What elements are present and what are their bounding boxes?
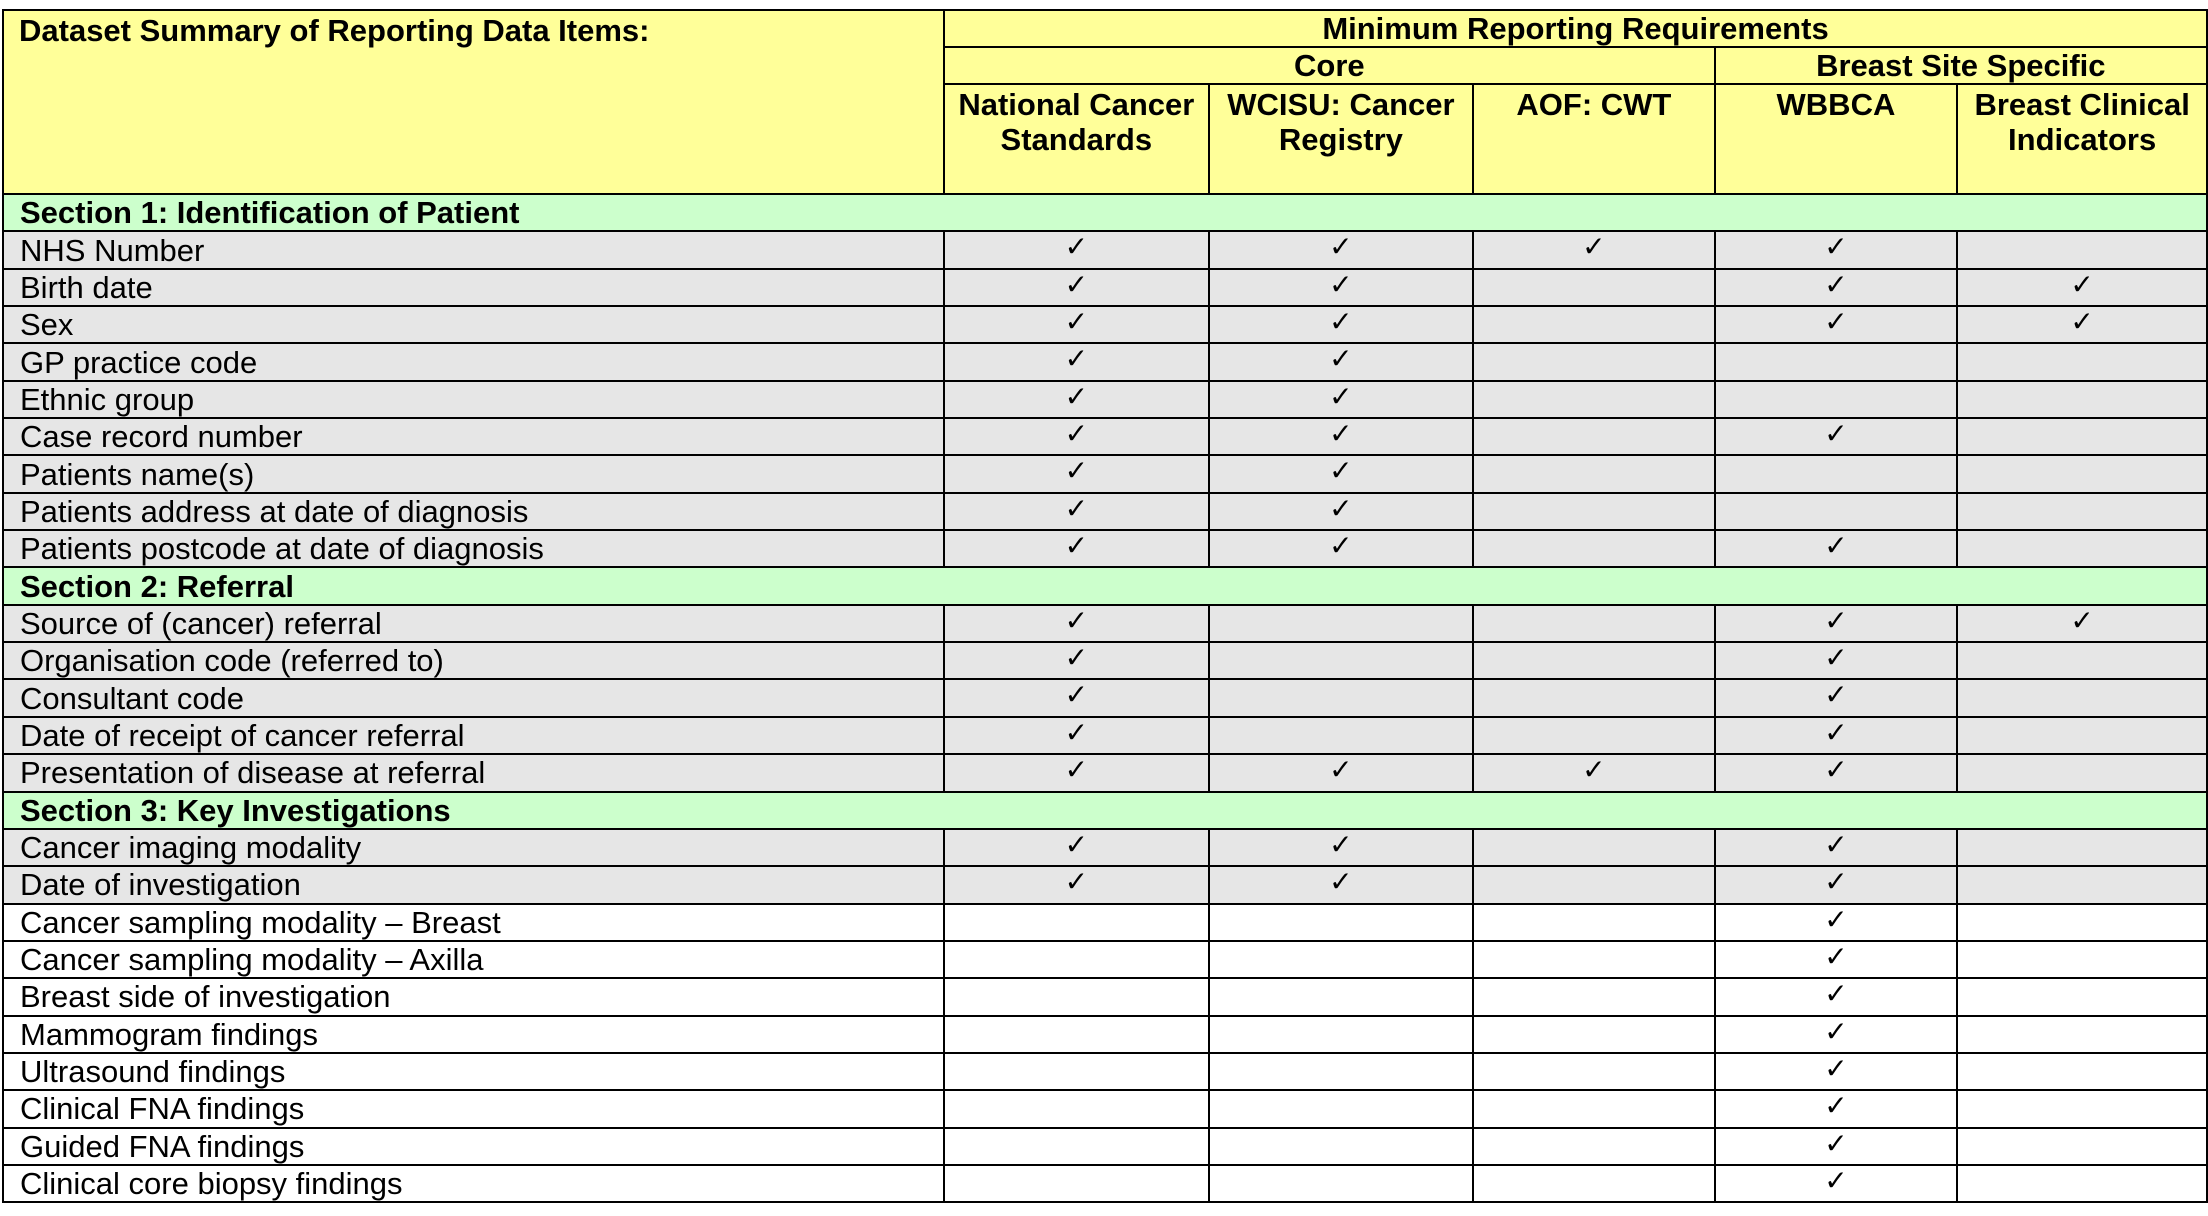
check-mark-icon: ✓ xyxy=(1209,493,1474,530)
check-mark-icon: ✓ xyxy=(944,605,1209,642)
empty-cell xyxy=(1209,1128,1474,1165)
check-mark-icon: ✓ xyxy=(1715,941,1958,978)
empty-cell xyxy=(1473,455,1714,492)
table-row xyxy=(3,455,2207,492)
empty-cell xyxy=(1473,530,1714,567)
section-row xyxy=(3,194,2207,231)
check-mark-icon: ✓ xyxy=(944,306,1209,343)
check-mark-icon: ✓ xyxy=(1715,679,1958,716)
empty-cell xyxy=(1957,978,2207,1015)
empty-cell xyxy=(1957,455,2207,492)
table-row xyxy=(3,642,2207,679)
section-title: Section 2: Referral xyxy=(3,567,2207,604)
empty-cell xyxy=(1957,829,2207,866)
check-mark-icon: ✓ xyxy=(944,231,1209,268)
empty-cell xyxy=(1957,904,2207,941)
check-mark-icon: ✓ xyxy=(1715,754,1958,791)
check-mark-icon: ✓ xyxy=(1715,1165,1958,1202)
empty-cell xyxy=(944,1016,1209,1053)
check-mark-icon: ✓ xyxy=(1715,978,1958,1015)
table-row xyxy=(3,381,2207,418)
check-mark-icon: ✓ xyxy=(1715,231,1958,268)
table-row xyxy=(3,269,2207,306)
check-mark-icon: ✓ xyxy=(944,269,1209,306)
empty-cell xyxy=(1209,717,1474,754)
data-item-label: Birth date xyxy=(3,269,944,306)
check-mark-icon: ✓ xyxy=(1715,1016,1958,1053)
data-item-label: Cancer sampling modality – Breast xyxy=(3,904,944,941)
check-mark-icon: ✓ xyxy=(1209,381,1474,418)
empty-cell xyxy=(1473,642,1714,679)
empty-cell xyxy=(1473,904,1714,941)
check-mark-icon: ✓ xyxy=(1957,306,2207,343)
table-row xyxy=(3,866,2207,903)
check-mark-icon: ✓ xyxy=(944,829,1209,866)
empty-cell xyxy=(1209,1053,1474,1090)
check-mark-icon: ✓ xyxy=(1715,1053,1958,1090)
empty-cell xyxy=(1209,904,1474,941)
table-row xyxy=(3,530,2207,567)
check-mark-icon: ✓ xyxy=(1209,418,1474,455)
empty-cell xyxy=(1957,1128,2207,1165)
data-item-label: Cancer sampling modality – Axilla xyxy=(3,941,944,978)
check-mark-icon: ✓ xyxy=(1957,605,2207,642)
empty-cell xyxy=(1957,418,2207,455)
check-mark-icon: ✓ xyxy=(1715,269,1958,306)
empty-cell xyxy=(1957,754,2207,791)
empty-cell xyxy=(1715,455,1958,492)
empty-cell xyxy=(1473,1090,1714,1127)
data-item-label: Ultrasound findings xyxy=(3,1053,944,1090)
empty-cell xyxy=(1209,978,1474,1015)
empty-cell xyxy=(1473,978,1714,1015)
data-item-label: GP practice code xyxy=(3,343,944,380)
check-mark-icon: ✓ xyxy=(1715,418,1958,455)
check-mark-icon: ✓ xyxy=(944,679,1209,716)
check-mark-icon: ✓ xyxy=(1715,530,1958,567)
empty-cell xyxy=(1209,605,1474,642)
check-mark-icon: ✓ xyxy=(1715,904,1958,941)
check-mark-icon: ✓ xyxy=(1209,455,1474,492)
table-body xyxy=(3,194,2207,1202)
table-row xyxy=(3,1090,2207,1127)
empty-cell xyxy=(1473,381,1714,418)
check-mark-icon: ✓ xyxy=(1209,343,1474,380)
check-mark-icon: ✓ xyxy=(944,530,1209,567)
report-container xyxy=(2,9,2208,1203)
empty-cell xyxy=(1957,1165,2207,1202)
empty-cell xyxy=(1209,1165,1474,1202)
check-mark-icon: ✓ xyxy=(1209,754,1474,791)
empty-cell xyxy=(1957,1053,2207,1090)
table-row xyxy=(3,978,2207,1015)
check-mark-icon: ✓ xyxy=(1715,829,1958,866)
table-row xyxy=(3,1016,2207,1053)
check-mark-icon: ✓ xyxy=(1715,642,1958,679)
data-item-label: Patients address at date of diagnosis xyxy=(3,493,944,530)
table-row xyxy=(3,941,2207,978)
empty-cell xyxy=(1957,717,2207,754)
empty-cell xyxy=(944,1128,1209,1165)
data-item-label: Date of receipt of cancer referral xyxy=(3,717,944,754)
empty-cell xyxy=(1473,306,1714,343)
table-title: Dataset Summary of Reporting Data Items: xyxy=(3,10,944,194)
empty-cell xyxy=(944,941,1209,978)
empty-cell xyxy=(1473,679,1714,716)
empty-cell xyxy=(1957,1016,2207,1053)
empty-cell xyxy=(1957,941,2207,978)
data-item-label: Guided FNA findings xyxy=(3,1128,944,1165)
empty-cell xyxy=(1473,1053,1714,1090)
empty-cell xyxy=(1957,866,2207,903)
check-mark-icon: ✓ xyxy=(1209,530,1474,567)
empty-cell xyxy=(1473,418,1714,455)
check-mark-icon: ✓ xyxy=(1209,231,1474,268)
data-item-label: Sex xyxy=(3,306,944,343)
check-mark-icon: ✓ xyxy=(944,343,1209,380)
section-title: Section 3: Key Investigations xyxy=(3,792,2207,829)
section-row xyxy=(3,792,2207,829)
check-mark-icon: ✓ xyxy=(944,642,1209,679)
empty-cell xyxy=(944,978,1209,1015)
data-item-label: Patients postcode at date of diagnosis xyxy=(3,530,944,567)
empty-cell xyxy=(1957,381,2207,418)
empty-cell xyxy=(1957,679,2207,716)
table-row xyxy=(3,343,2207,380)
check-mark-icon: ✓ xyxy=(1715,1090,1958,1127)
empty-cell xyxy=(1209,941,1474,978)
check-mark-icon: ✓ xyxy=(944,418,1209,455)
check-mark-icon: ✓ xyxy=(1715,605,1958,642)
empty-cell xyxy=(1209,1016,1474,1053)
check-mark-icon: ✓ xyxy=(1715,1128,1958,1165)
data-item-label: Presentation of disease at referral xyxy=(3,754,944,791)
table-row xyxy=(3,1165,2207,1202)
check-mark-icon: ✓ xyxy=(944,754,1209,791)
check-mark-icon: ✓ xyxy=(944,717,1209,754)
empty-cell xyxy=(1957,1090,2207,1127)
check-mark-icon: ✓ xyxy=(944,381,1209,418)
empty-cell xyxy=(1473,829,1714,866)
empty-cell xyxy=(1715,493,1958,530)
section-row xyxy=(3,567,2207,604)
empty-cell xyxy=(944,904,1209,941)
column-header-aof-cwt: AOF: CWT xyxy=(1473,84,1714,194)
check-mark-icon: ✓ xyxy=(1209,306,1474,343)
table-row xyxy=(3,1128,2207,1165)
empty-cell xyxy=(944,1090,1209,1127)
data-item-label: Case record number xyxy=(3,418,944,455)
table-row xyxy=(3,679,2207,716)
column-header-breast-clinical-indicators: Breast Clinical Indicators xyxy=(1957,84,2207,194)
check-mark-icon: ✓ xyxy=(1209,269,1474,306)
empty-cell xyxy=(1473,343,1714,380)
core-header: Core xyxy=(944,47,1715,84)
check-mark-icon: ✓ xyxy=(1715,306,1958,343)
group-header: Minimum Reporting Requirements xyxy=(944,10,2207,47)
table-row xyxy=(3,754,2207,791)
dataset-summary-table xyxy=(2,9,2208,1203)
empty-cell xyxy=(1715,343,1958,380)
empty-cell xyxy=(1209,1090,1474,1127)
empty-cell xyxy=(1473,493,1714,530)
data-item-label: Source of (cancer) referral xyxy=(3,605,944,642)
empty-cell xyxy=(1957,530,2207,567)
table-row xyxy=(3,829,2207,866)
table-row xyxy=(3,904,2207,941)
check-mark-icon: ✓ xyxy=(944,866,1209,903)
table-row xyxy=(3,717,2207,754)
data-item-label: Patients name(s) xyxy=(3,455,944,492)
empty-cell xyxy=(1473,1165,1714,1202)
empty-cell xyxy=(1715,381,1958,418)
empty-cell xyxy=(1473,1128,1714,1165)
check-mark-icon: ✓ xyxy=(1957,269,2207,306)
column-header-wcisu-cancer-registry: WCISU: Cancer Registry xyxy=(1209,84,1474,194)
table-row xyxy=(3,306,2207,343)
check-mark-icon: ✓ xyxy=(1209,829,1474,866)
empty-cell xyxy=(1473,941,1714,978)
data-item-label: Ethnic group xyxy=(3,381,944,418)
check-mark-icon: ✓ xyxy=(1715,717,1958,754)
empty-cell xyxy=(944,1165,1209,1202)
section-title: Section 1: Identification of Patient xyxy=(3,194,2207,231)
empty-cell xyxy=(1209,679,1474,716)
data-item-label: Consultant code xyxy=(3,679,944,716)
data-item-label: Clinical core biopsy findings xyxy=(3,1165,944,1202)
empty-cell xyxy=(1473,1016,1714,1053)
empty-cell xyxy=(944,1053,1209,1090)
data-item-label: NHS Number xyxy=(3,231,944,268)
check-mark-icon: ✓ xyxy=(1209,866,1474,903)
table-row xyxy=(3,605,2207,642)
empty-cell xyxy=(1957,343,2207,380)
table-row xyxy=(3,493,2207,530)
empty-cell xyxy=(1473,717,1714,754)
data-item-label: Date of investigation xyxy=(3,866,944,903)
empty-cell xyxy=(1209,642,1474,679)
column-header-wbbca: WBBCA xyxy=(1715,84,1958,194)
check-mark-icon: ✓ xyxy=(944,493,1209,530)
table-row xyxy=(3,231,2207,268)
data-item-label: Organisation code (referred to) xyxy=(3,642,944,679)
data-item-label: Cancer imaging modality xyxy=(3,829,944,866)
check-mark-icon: ✓ xyxy=(1473,231,1714,268)
data-item-label: Mammogram findings xyxy=(3,1016,944,1053)
check-mark-icon: ✓ xyxy=(1715,866,1958,903)
check-mark-icon: ✓ xyxy=(944,455,1209,492)
empty-cell xyxy=(1473,866,1714,903)
data-item-label: Clinical FNA findings xyxy=(3,1090,944,1127)
table-row xyxy=(3,418,2207,455)
check-mark-icon: ✓ xyxy=(1473,754,1714,791)
empty-cell xyxy=(1957,231,2207,268)
data-item-label: Breast side of investigation xyxy=(3,978,944,1015)
site-specific-header: Breast Site Specific xyxy=(1715,47,2207,84)
empty-cell xyxy=(1473,269,1714,306)
empty-cell xyxy=(1957,493,2207,530)
column-header-national-cancer-standards: National Cancer Standards xyxy=(944,84,1209,194)
table-row xyxy=(3,1053,2207,1090)
empty-cell xyxy=(1473,605,1714,642)
empty-cell xyxy=(1957,642,2207,679)
